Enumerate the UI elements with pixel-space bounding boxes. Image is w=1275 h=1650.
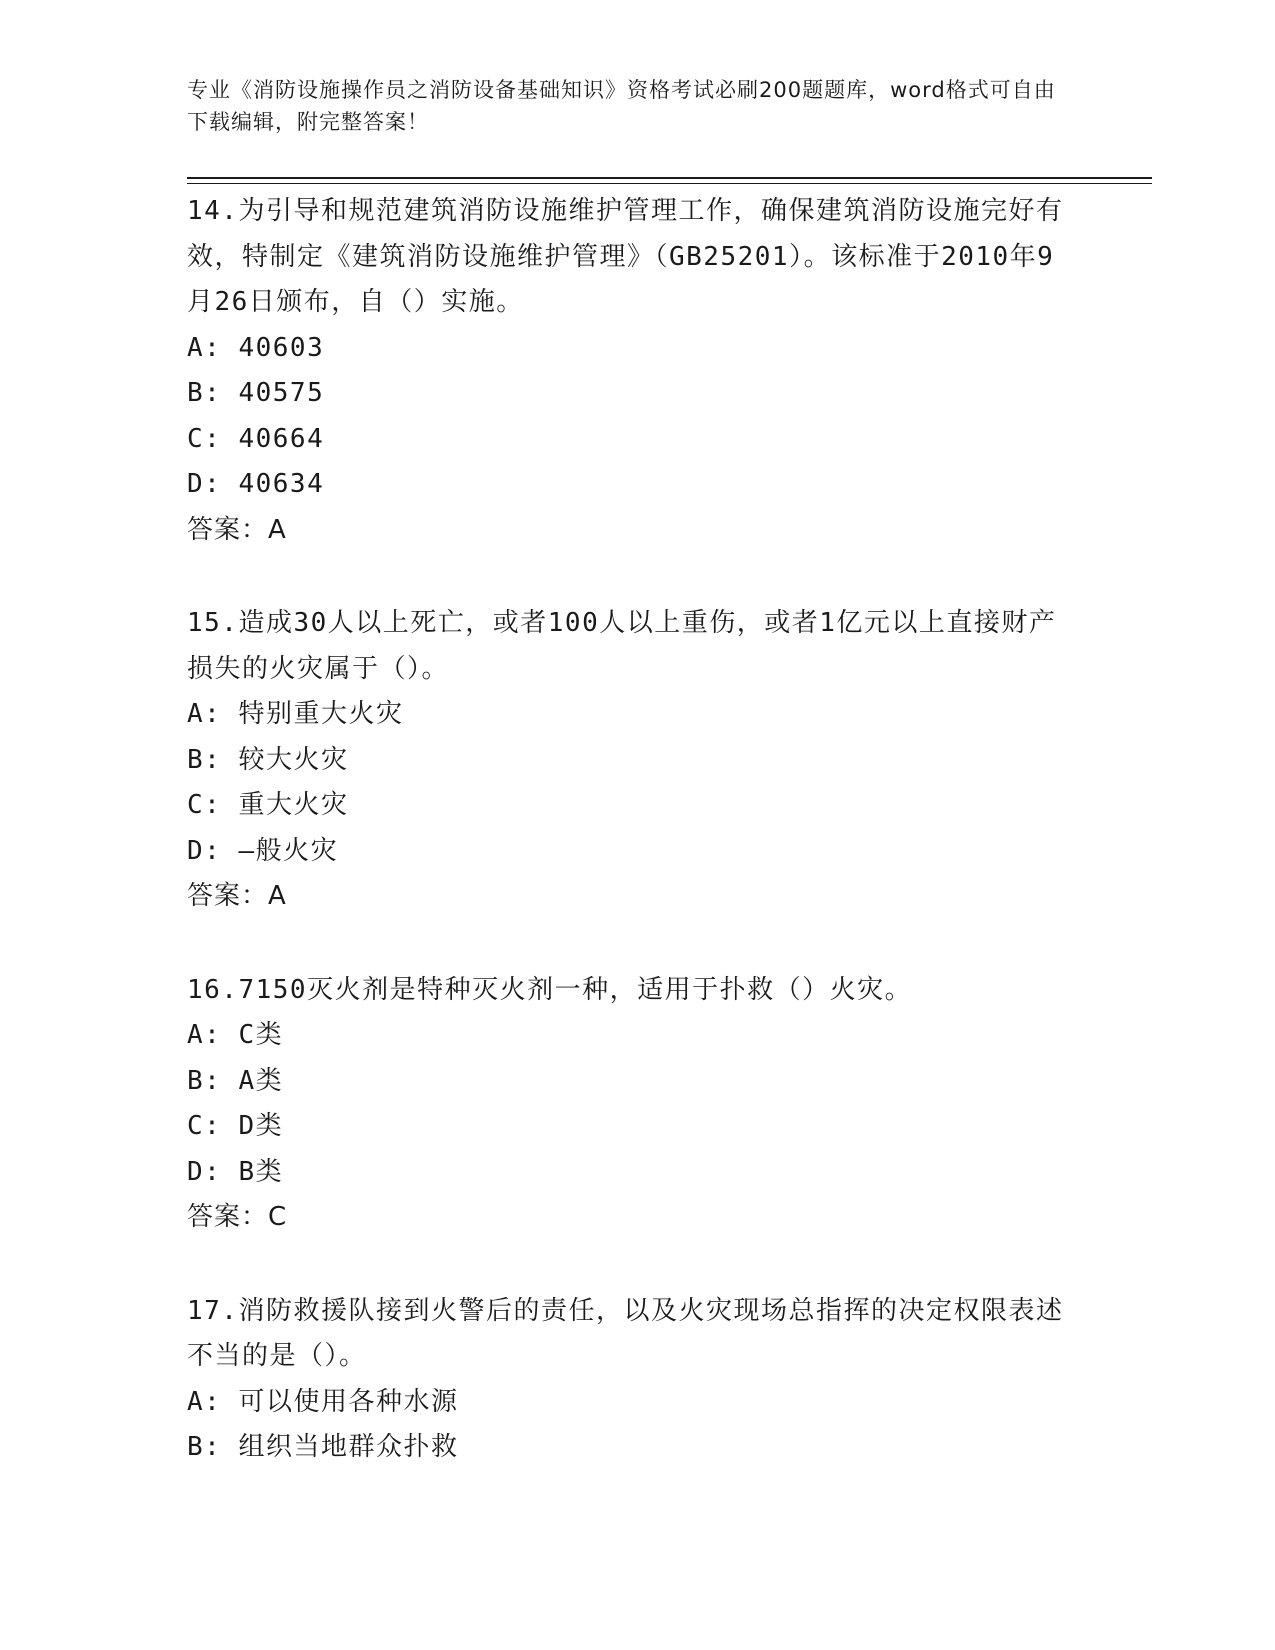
question-list: [187, 189, 1087, 1519]
question-text: 17.消防救援队接到火警后的责任，以及火灾现场总指挥的决定权限表述不当的是（）。: [187, 1295, 1064, 1371]
answer: 答案：A: [187, 514, 287, 545]
option-b: B: A类: [187, 1065, 284, 1096]
question-text: 16.7150灭火剂是特种灭火剂一种，适用于扑救（）火灾。: [187, 974, 913, 1005]
option-d: D: B类: [187, 1156, 284, 1187]
question-17: [187, 1289, 1087, 1471]
option-d: D: 40634: [187, 469, 325, 499]
option-a: A: C类: [187, 1020, 284, 1050]
question-text: 14.为引导和规范建筑消防设施维护管理工作，确保建筑消防设施完好有效，特制定《建筑消防设施维护管理》（GB25201）。该标准于2010年9月26日颁布，自（）实施。: [187, 196, 1064, 317]
option-d: D: —般火灾: [187, 835, 339, 866]
answer: 答案：C: [187, 1202, 288, 1232]
option-b: B: 较大火灾: [187, 744, 349, 775]
question-14: [187, 189, 1087, 553]
option-b: B: 40575: [187, 378, 325, 408]
option-a: A: 特别重大火灾: [187, 699, 404, 729]
answer: 答案：A: [187, 881, 287, 911]
header-divider-thick: [187, 177, 1152, 179]
option-c: C: 40664: [187, 423, 325, 454]
option-c: C: D类: [187, 1111, 284, 1141]
option-c: C: 重大火灾: [187, 790, 349, 820]
question-15: [187, 601, 1087, 920]
document-header: 专业《消防设施操作员之消防设备基础知识》资格考试必刷200题题库，word格式可自由下载编辑，附完整答案！: [187, 78, 1056, 134]
question-16: [187, 968, 1087, 1241]
header-divider-thin: [187, 183, 1152, 184]
option-b: B: 组织当地群众扑救: [187, 1432, 459, 1462]
option-a: A: 40603: [187, 332, 325, 363]
question-text: 15.造成30人以上死亡，或者100人以上重伤，或者1亿元以上直接财产损失的火灾属于（）。: [187, 608, 1057, 684]
option-a: A: 可以使用各种水源: [187, 1386, 459, 1417]
